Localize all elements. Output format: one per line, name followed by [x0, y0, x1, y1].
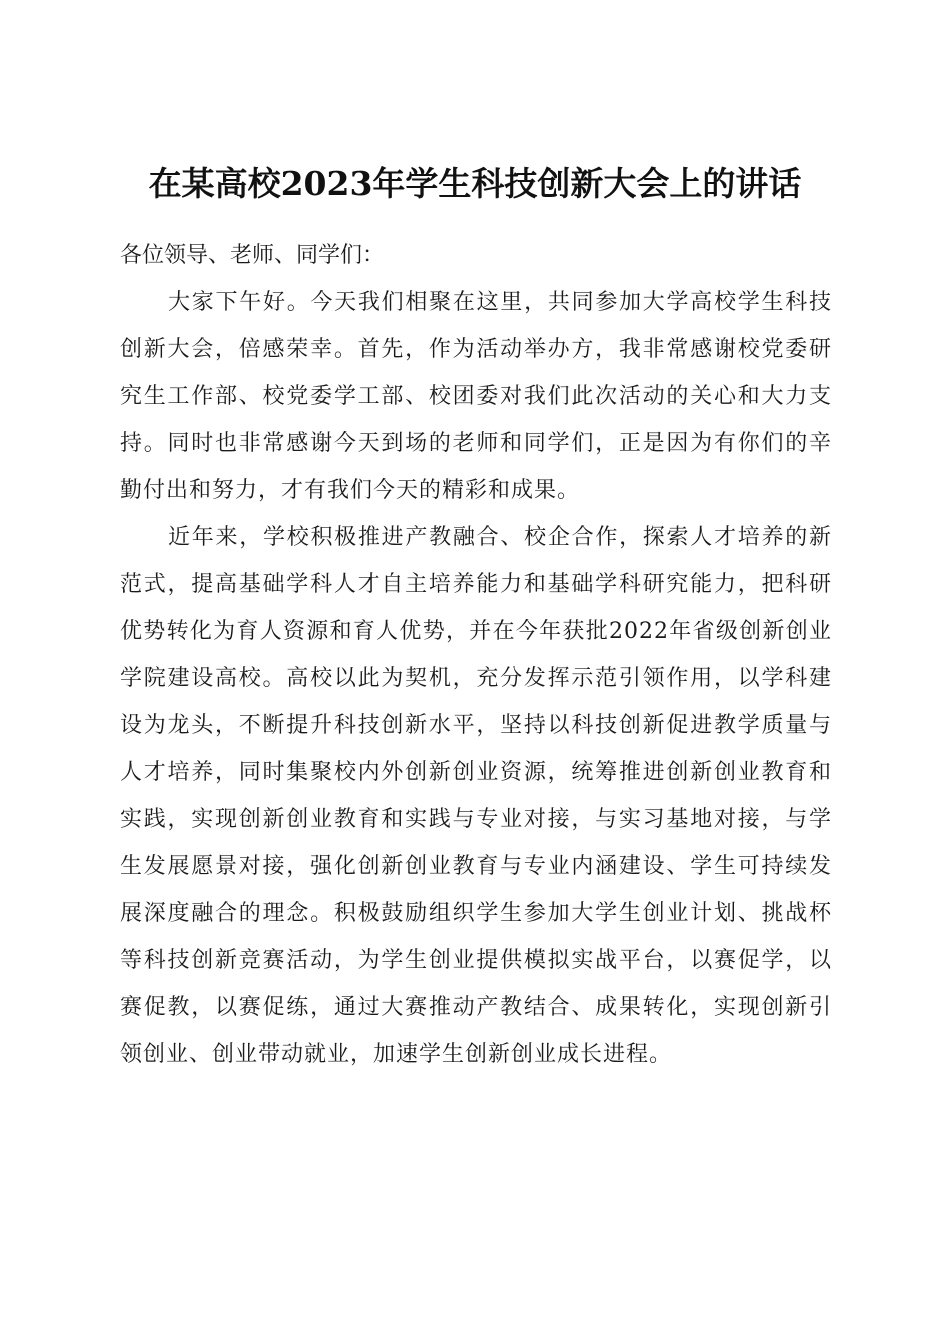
paragraph-achievements: 近年来，学校积极推进产教融合、校企合作，探索人才培养的新范式，提高基础学科人才自主培养能力和基础学科研究能力，把科研优势转化为育人资源和育人优势，并在今年获批2022年省级创新创业学院建设高校。高校以此为契机，充分发挥示范引领作用，以学科建设为龙头，不断提升科技创新水平，坚持以科技创新促进教学质量与人才培养，同时集聚校内外创新创业资源，统筹推进创新创业教育和实践，实现创新创业教育和实践与专业对接，与实习基地对接，与学生发展愿景对接，强化创新创业教育与专业内涵建设、学生可持续发展深度融合的理念。积极鼓励组织学生参加大学生创业计划、挑战杯等科技创新竞赛活动，为学生创业提供模拟实战平台，以赛促学，以赛促教，以赛促练，通过大赛推动产教结合、成果转化，实现创新引领创业、创业带动就业，加速学生创新创业成长进程。	[120, 525, 832, 1067]
document-title: 在某高校2023年学生科技创新大会上的讲话	[148, 164, 802, 204]
salutation: 各位领导、老师、同学们：	[120, 243, 385, 268]
paragraph-greeting: 大家下午好。今天我们相聚在这里，共同参加大学高校学生科技创新大会，倍感荣幸。首先，作为活动举办方，我非常感谢校党委研究生工作部、校党委学工部、校团委对我们此次活动的关心和大力支持。同时也非常感谢今天到场的老师和同学们，正是因为有你们的辛勤付出和努力，才有我们今天的精彩和成果。	[120, 290, 832, 503]
document-body	[120, 232, 832, 1078]
